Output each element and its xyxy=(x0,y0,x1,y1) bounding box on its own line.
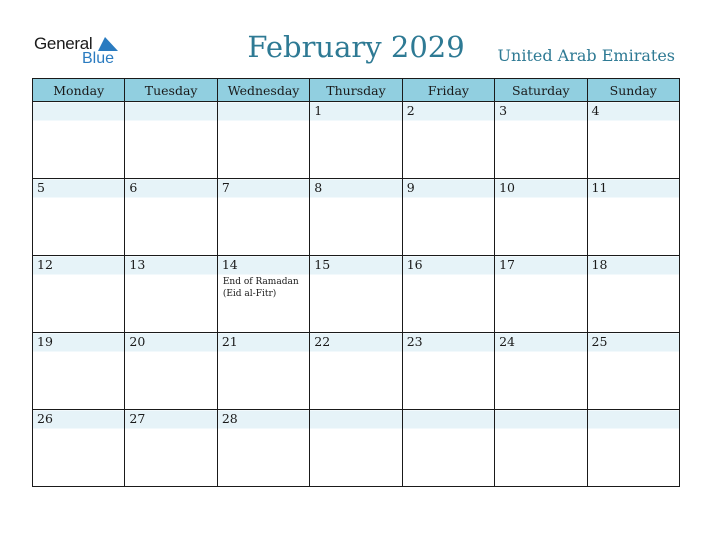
day-cell xyxy=(33,179,125,256)
weekday-header: Tuesday xyxy=(125,79,217,102)
calendar-week-row xyxy=(33,410,680,487)
day-cell xyxy=(587,333,679,410)
day-number: 6 xyxy=(129,180,138,195)
day-number: 4 xyxy=(591,103,600,118)
day-cell xyxy=(310,256,402,333)
day-cell xyxy=(495,102,587,179)
logo-word-blue: Blue xyxy=(82,50,115,67)
day-cell xyxy=(587,179,679,256)
logo-word-general: General xyxy=(34,34,93,53)
day-cell xyxy=(402,256,494,333)
day-number: 26 xyxy=(37,411,53,426)
day-cell xyxy=(402,333,494,410)
day-cell xyxy=(310,333,402,410)
day-cell xyxy=(217,102,309,179)
day-number: 16 xyxy=(406,257,423,272)
calendar-week-row xyxy=(33,333,680,410)
day-number: 11 xyxy=(591,180,608,195)
day-cell xyxy=(495,179,587,256)
day-number: 18 xyxy=(591,257,608,272)
calendar-grid xyxy=(32,78,680,487)
day-cell xyxy=(495,333,587,410)
holiday-label: End of Ramadan (Eid al-Fitr) xyxy=(222,277,299,299)
day-cell xyxy=(33,410,125,487)
day-number: 2 xyxy=(406,103,415,118)
calendar-body xyxy=(33,102,680,487)
weekday-header: Saturday xyxy=(495,79,587,102)
day-cell xyxy=(217,179,309,256)
day-cell xyxy=(125,333,217,410)
day-number: 24 xyxy=(499,334,516,349)
page-title: February 2029 xyxy=(247,30,465,64)
calendar-week-row xyxy=(33,102,680,179)
day-number: 21 xyxy=(221,334,238,349)
day-cell xyxy=(402,102,494,179)
day-number: 10 xyxy=(499,180,516,195)
day-cell xyxy=(587,410,679,487)
day-cell xyxy=(310,179,402,256)
day-number: 27 xyxy=(129,411,146,426)
day-cell xyxy=(125,256,217,333)
day-number: 13 xyxy=(129,257,146,272)
weekday-header-row xyxy=(33,79,680,102)
day-number: 25 xyxy=(591,334,608,349)
day-number: 3 xyxy=(499,103,508,118)
day-number: 9 xyxy=(406,180,415,195)
day-number: 12 xyxy=(37,257,53,272)
day-cell xyxy=(33,333,125,410)
day-number: 17 xyxy=(499,257,516,272)
day-cell xyxy=(217,256,309,333)
day-number: 28 xyxy=(221,411,238,426)
country-label: United Arab Emirates xyxy=(497,46,675,65)
day-number: 20 xyxy=(129,334,146,349)
day-number: 8 xyxy=(314,180,323,195)
day-cell xyxy=(402,179,494,256)
day-cell xyxy=(125,102,217,179)
day-number: 1 xyxy=(314,103,323,118)
day-number: 14 xyxy=(221,257,238,272)
calendar-week-row xyxy=(33,179,680,256)
day-number: 23 xyxy=(406,334,423,349)
weekday-header: Wednesday xyxy=(217,79,309,102)
calendar-week-row xyxy=(33,256,680,333)
day-cell xyxy=(310,410,402,487)
weekday-header: Thursday xyxy=(310,79,402,102)
day-cell xyxy=(33,256,125,333)
day-cell xyxy=(217,410,309,487)
weekday-header: Sunday xyxy=(587,79,679,102)
weekday-header: Monday xyxy=(33,79,125,102)
day-number: 22 xyxy=(314,334,331,349)
day-cell xyxy=(495,410,587,487)
day-cell xyxy=(125,179,217,256)
day-cell xyxy=(125,410,217,487)
day-cell xyxy=(33,102,125,179)
day-number: 7 xyxy=(221,180,230,195)
day-number: 15 xyxy=(314,257,331,272)
day-cell xyxy=(217,333,309,410)
day-cell xyxy=(587,102,679,179)
day-cell xyxy=(495,256,587,333)
day-cell xyxy=(587,256,679,333)
day-cell xyxy=(402,410,494,487)
weekday-header: Friday xyxy=(402,79,494,102)
day-cell xyxy=(310,102,402,179)
day-number: 19 xyxy=(37,334,53,349)
day-number: 5 xyxy=(37,180,45,195)
